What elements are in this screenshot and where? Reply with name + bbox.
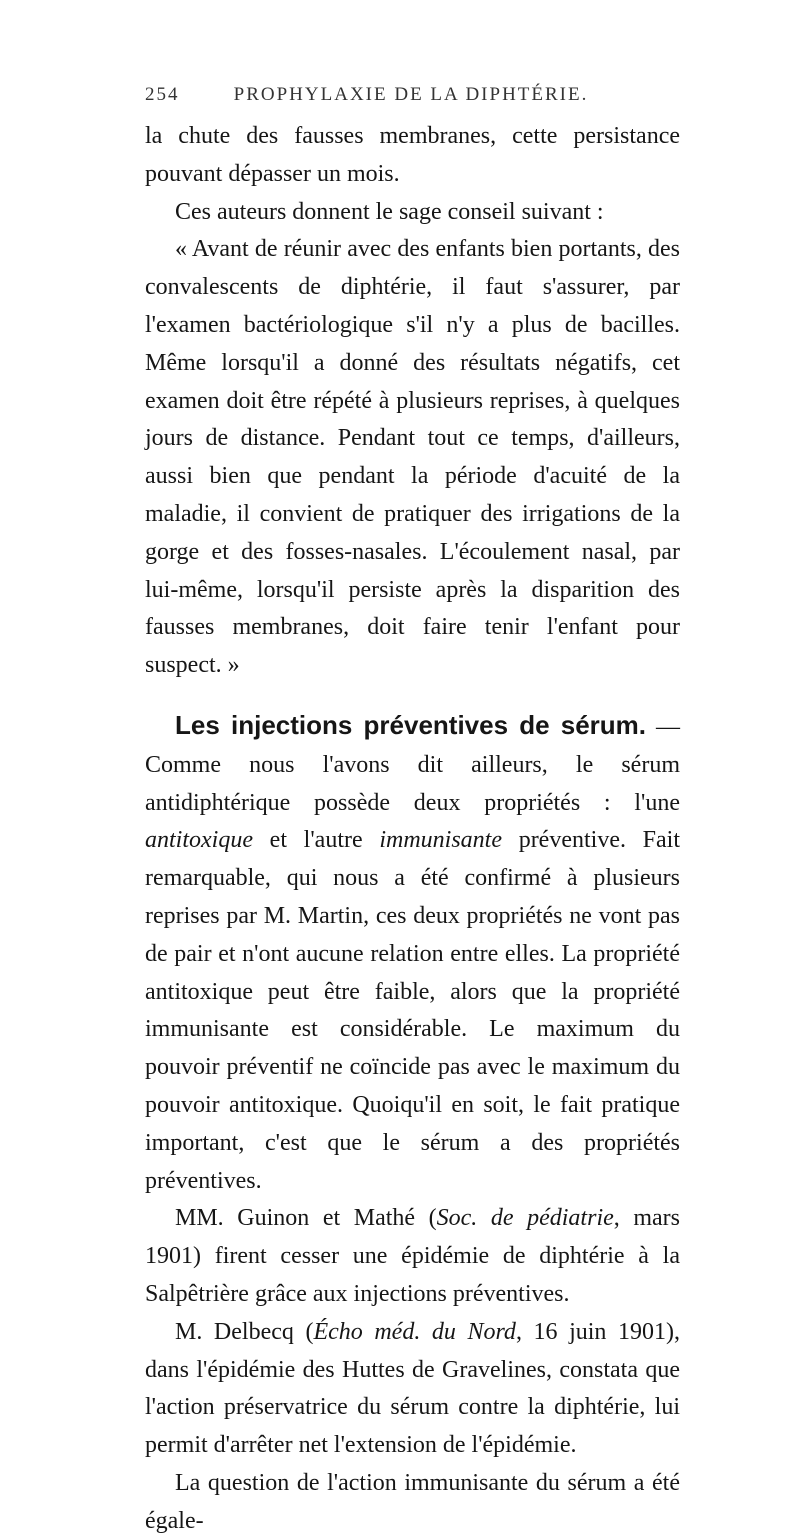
running-title: PROPHYLAXIE DE LA DIPHTÉRIE.: [233, 84, 589, 105]
page-number: 254: [145, 84, 180, 105]
text-run: , mars 1901) firent cesser une épidémie de diphtérie à la Salpêtrière grâce aux injections préventives.: [145, 1205, 681, 1307]
italic-citation: Soc. de pédiatrie: [436, 1205, 614, 1232]
running-header: [145, 84, 677, 112]
italic-term: antitoxique: [145, 827, 253, 854]
text-run: M. Delbecq (: [175, 1318, 314, 1345]
body-text: [145, 118, 680, 1540]
paragraph-section: [145, 707, 680, 1200]
paragraph-final: La question de l'action immunisante du sérum a été égale-: [145, 1469, 680, 1534]
text-run: et l'autre: [252, 827, 380, 854]
paragraph-guinon: [145, 1200, 680, 1313]
text-run: MM. Guinon et Mathé (: [175, 1205, 437, 1232]
text-run: — Comme nous l'avons dit ailleurs, le sérum antidiphtérique possède deux propriétés : l'une: [145, 713, 680, 816]
paragraph-continuation: la chute des fausses membranes, cette persistance pouvant dépasser un mois.: [145, 123, 680, 187]
text-run: , 16 juin 1901), dans l'épidémie des Huttes de Gravelines, constata que l'action préservatrice du sérum contre la diphtérie, lui permit d'arrêter net l'extension de l'épidémie.: [145, 1318, 680, 1459]
italic-term: immunisante: [379, 827, 502, 854]
paragraph-intro: Ces auteurs donnent le sage conseil suivant :: [175, 198, 604, 225]
paragraph-quote: « Avant de réunir avec des enfants bien portants, des convalescents de diphtérie, il faut s'assurer, par l'examen bactériologique s'il n'y a plus de bacilles. Même lorsqu'il a donné des résultats négatifs, cet examen doit être répété à plusieurs reprises, à quelques jours de distance. Pendant tout ce temps, d'ailleurs, aussi bien que pendant la période d'acuité de la maladie, il convient de pratiquer des irrigations de la gorge et des fosses-nasales. L'écoulement nasal, par lui-même, lorsqu'il persiste après la disparition des fausses membranes, doit faire tenir l'enfant pour suspect. »: [145, 236, 680, 679]
text-run: préventive. Fait remarquable, qui nous a été confirmé à plusieurs reprises par M. Martin, ces deux propriétés ne vont pas de pair et n'ont aucune relation entre elles. La propriété antitoxique peut être faible, alors que la propriété immunisante est considérable. Le maximum du pouvoir préventif ne coïncide pas avec le maximum du pouvoir antitoxique. Quoiqu'il en soit, le fait pratique important, c'est que le sérum a des propriétés préventives.: [145, 827, 680, 1194]
section-heading: Les injections préventives de sérum.: [175, 709, 647, 740]
italic-citation: Écho méd. du Nord: [313, 1318, 516, 1345]
paragraph-delbecq: [145, 1314, 680, 1465]
